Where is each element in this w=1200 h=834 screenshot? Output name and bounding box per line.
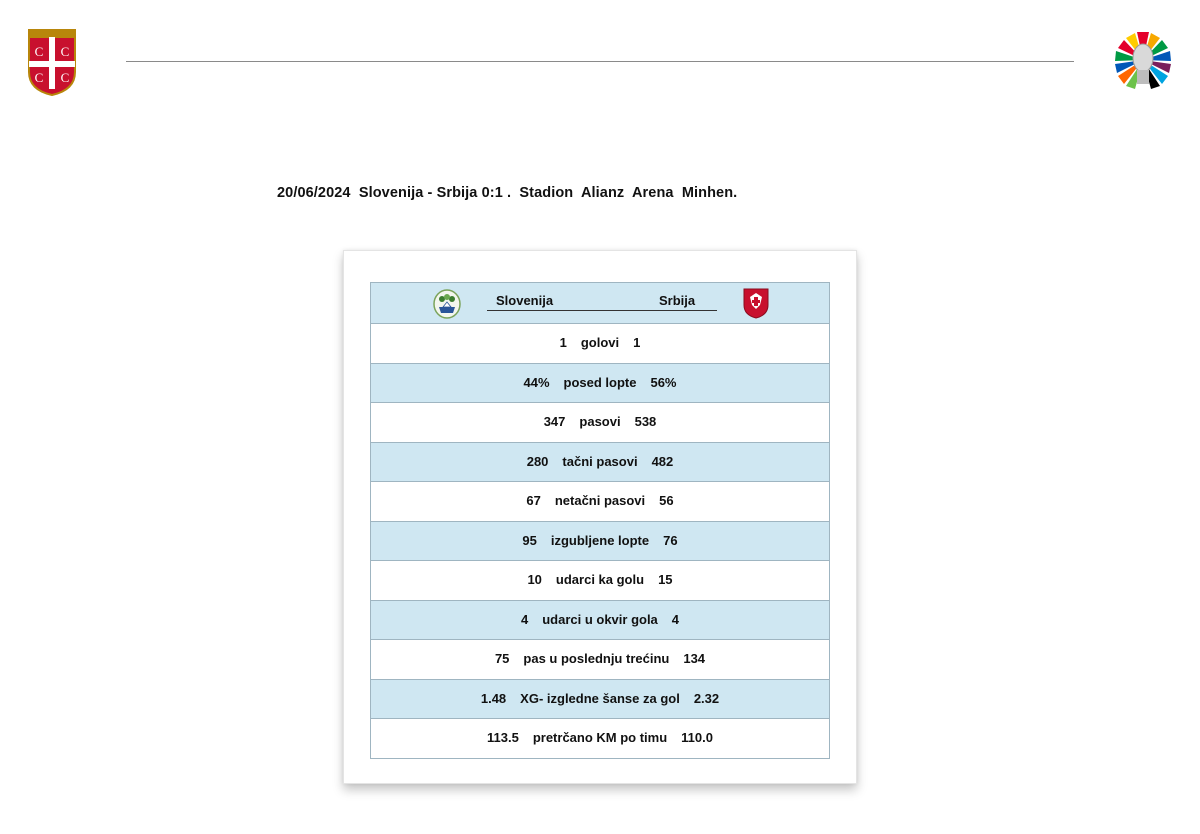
stat-label: XG- izgledne šanse za gol xyxy=(520,690,680,706)
stat-label: izgubljene lopte xyxy=(550,532,650,548)
stat-row-content xyxy=(371,454,829,469)
stat-row xyxy=(371,601,829,641)
stat-away-value: 482 xyxy=(651,453,674,469)
stat-away-value: 134 xyxy=(683,651,706,666)
serbia-fa-crest-logo xyxy=(26,28,78,96)
stat-row-content xyxy=(371,572,829,587)
stat-home-value: 67 xyxy=(526,493,541,508)
stat-label: posed lopte xyxy=(563,374,637,390)
stat-home-value: 347 xyxy=(543,414,566,429)
stat-away-value: 76 xyxy=(663,532,678,548)
stat-away-value: 538 xyxy=(634,414,657,429)
stat-row xyxy=(371,561,829,601)
stat-away-value: 56% xyxy=(650,374,677,390)
stat-row-content xyxy=(371,493,829,508)
stat-away-value: 15 xyxy=(658,572,673,587)
match-title: 20/06/2024 Slovenija - Srbija 0:1 . Stadion Alianz Arena Minhen. xyxy=(277,185,738,201)
stat-home-value: 1.48 xyxy=(480,690,507,706)
stat-row-content xyxy=(371,651,829,666)
stat-home-value: 1 xyxy=(559,335,567,350)
stat-row xyxy=(371,364,829,404)
stat-label: pasovi xyxy=(579,414,621,429)
stat-row-content xyxy=(371,335,829,350)
stat-row xyxy=(371,443,829,483)
stat-row-content xyxy=(371,612,829,627)
svg-text:C: C xyxy=(34,44,44,59)
stat-row xyxy=(371,522,829,562)
stat-away-value: 4 xyxy=(671,611,680,627)
svg-text:C: C xyxy=(60,44,70,59)
stat-away-value: 56 xyxy=(659,493,674,508)
stat-label: udarci ka golu xyxy=(555,572,645,587)
stat-away-value: 1 xyxy=(633,335,641,350)
stat-row-content xyxy=(371,414,829,429)
stat-row xyxy=(371,640,829,680)
header-divider xyxy=(126,61,1074,62)
stat-row-content xyxy=(371,730,829,745)
stat-away-value: 110.0 xyxy=(681,730,713,745)
stat-row xyxy=(371,324,829,364)
stat-row xyxy=(371,482,829,522)
stat-label: tačni pasovi xyxy=(562,453,638,469)
stat-row-content xyxy=(371,533,829,548)
stats-table-header xyxy=(371,283,829,324)
stat-label: udarci u okvir gola xyxy=(542,611,658,627)
team-home-name: Slovenija xyxy=(496,293,554,308)
stat-row xyxy=(371,680,829,720)
stat-home-value: 280 xyxy=(526,453,549,469)
svg-text:C: C xyxy=(60,70,70,85)
stat-label: pas u poslednju trećinu xyxy=(523,651,670,666)
stat-label: netačni pasovi xyxy=(554,493,646,508)
stat-label: golovi xyxy=(580,335,620,350)
stat-row-content xyxy=(371,691,829,706)
svg-text:C: C xyxy=(34,70,44,85)
stat-home-value: 95 xyxy=(522,532,537,548)
stat-home-value: 44% xyxy=(523,374,550,390)
header-underline xyxy=(487,310,717,311)
stat-away-value: 2.32 xyxy=(693,690,720,706)
slovenia-crest-icon xyxy=(433,289,461,319)
serbia-crest-icon xyxy=(742,287,770,319)
stat-home-value: 10 xyxy=(527,572,542,587)
stat-home-value: 75 xyxy=(494,651,510,666)
stat-home-value: 113.5 xyxy=(487,730,519,745)
stat-row xyxy=(371,403,829,443)
match-stats-table xyxy=(370,282,830,759)
euro-2024-logo xyxy=(1114,26,1172,94)
stat-row-content xyxy=(371,375,829,390)
team-away-name: Srbija xyxy=(659,293,696,308)
stat-home-value: 4 xyxy=(520,611,529,627)
stat-row xyxy=(371,719,829,758)
stat-label: pretrčano KM po timu xyxy=(532,730,668,745)
